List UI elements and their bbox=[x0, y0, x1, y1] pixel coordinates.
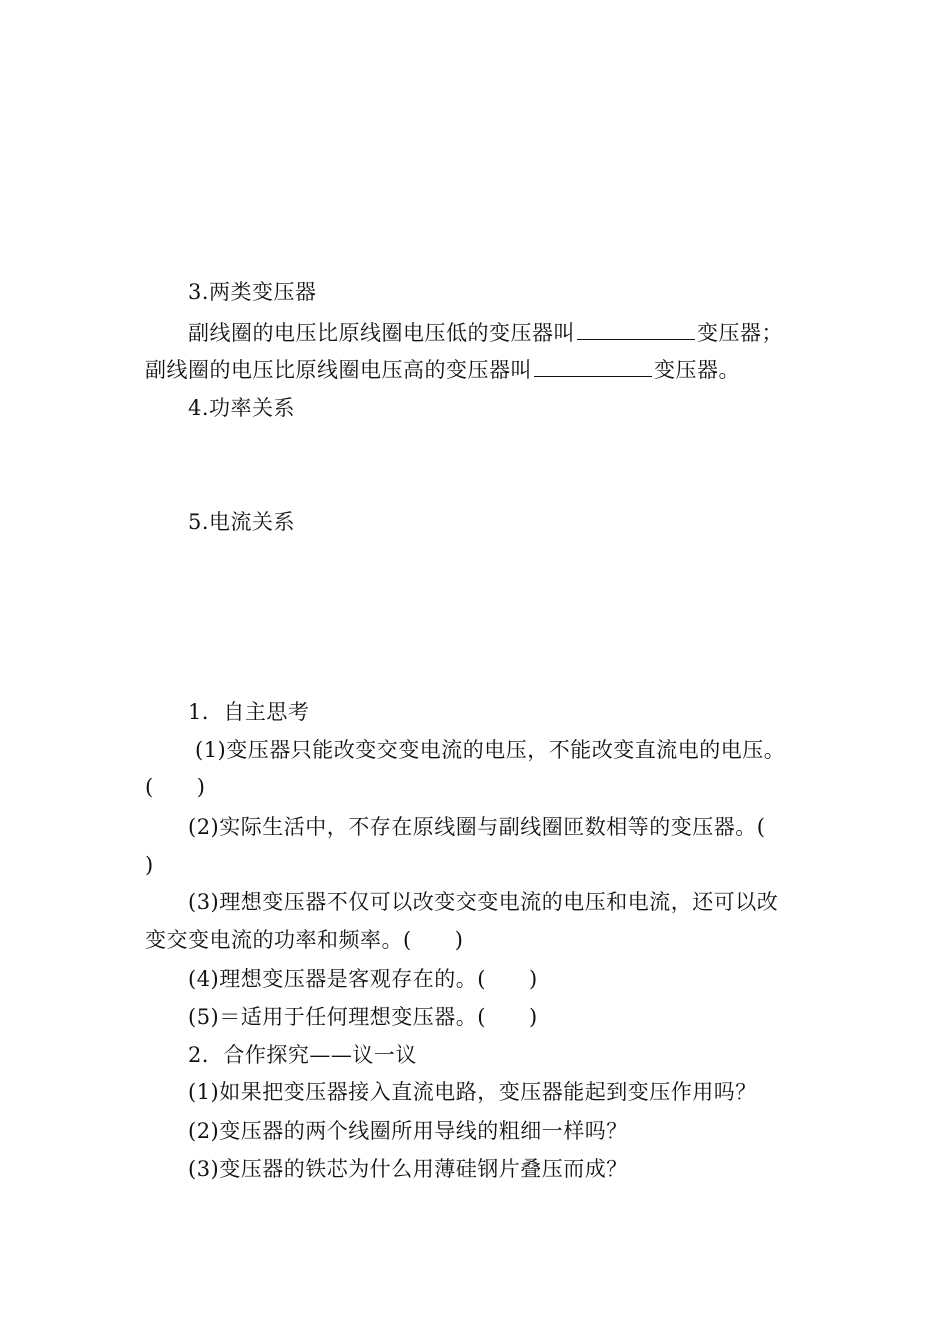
heading-cooperative-inquiry: 2．合作探究——议一议 bbox=[188, 1043, 417, 1067]
discussion-1: (1)如果把变压器接入直流电路，变压器能起到变压作用吗？ bbox=[188, 1080, 757, 1104]
question-5: (5)＝适用于任何理想变压器。( ) bbox=[188, 1005, 538, 1029]
question-3-line-2: 变交变电流的功率和频率。( ) bbox=[145, 928, 464, 952]
fill-in-step-down-line bbox=[188, 317, 783, 348]
step-down-text: 副线圈的电压比原线圈电压低的变压器叫 bbox=[188, 321, 575, 345]
step-up-suffix: 变压器。 bbox=[654, 358, 740, 382]
step-down-suffix: 变压器； bbox=[697, 321, 783, 345]
fill-in-step-up-line bbox=[145, 354, 740, 385]
heading-power-relation: 4.功率关系 bbox=[188, 396, 296, 420]
discussion-3: (3)变压器的铁芯为什么用薄硅钢片叠压而成？ bbox=[188, 1157, 628, 1181]
question-3-line-1: (3)理想变压器不仅可以改变交变电流的电压和电流，还可以改 bbox=[188, 890, 779, 914]
step-up-text: 副线圈的电压比原线圈电压高的变压器叫 bbox=[145, 358, 532, 382]
question-1-answer-bracket[interactable]: ( ) bbox=[145, 775, 206, 799]
step-up-blank[interactable] bbox=[534, 354, 652, 377]
heading-current-relation: 5.电流关系 bbox=[188, 510, 296, 534]
discussion-2: (2)变压器的两个线圈所用导线的粗细一样吗？ bbox=[188, 1119, 628, 1143]
question-2-line-1: (2)实际生活中，不存在原线圈与副线圈匝数相等的变压器。( bbox=[188, 815, 766, 839]
heading-transformer-types: 3.两类变压器 bbox=[188, 280, 317, 304]
step-down-blank[interactable] bbox=[577, 317, 695, 340]
heading-self-thinking: 1．自主思考 bbox=[188, 700, 310, 724]
question-1-line-1: (1)变压器只能改变交变电流的电压，不能改变直流电的电压。 bbox=[195, 738, 786, 762]
question-2-line-2: ) bbox=[145, 853, 154, 877]
question-4: (4)理想变压器是客观存在的。( ) bbox=[188, 967, 538, 991]
